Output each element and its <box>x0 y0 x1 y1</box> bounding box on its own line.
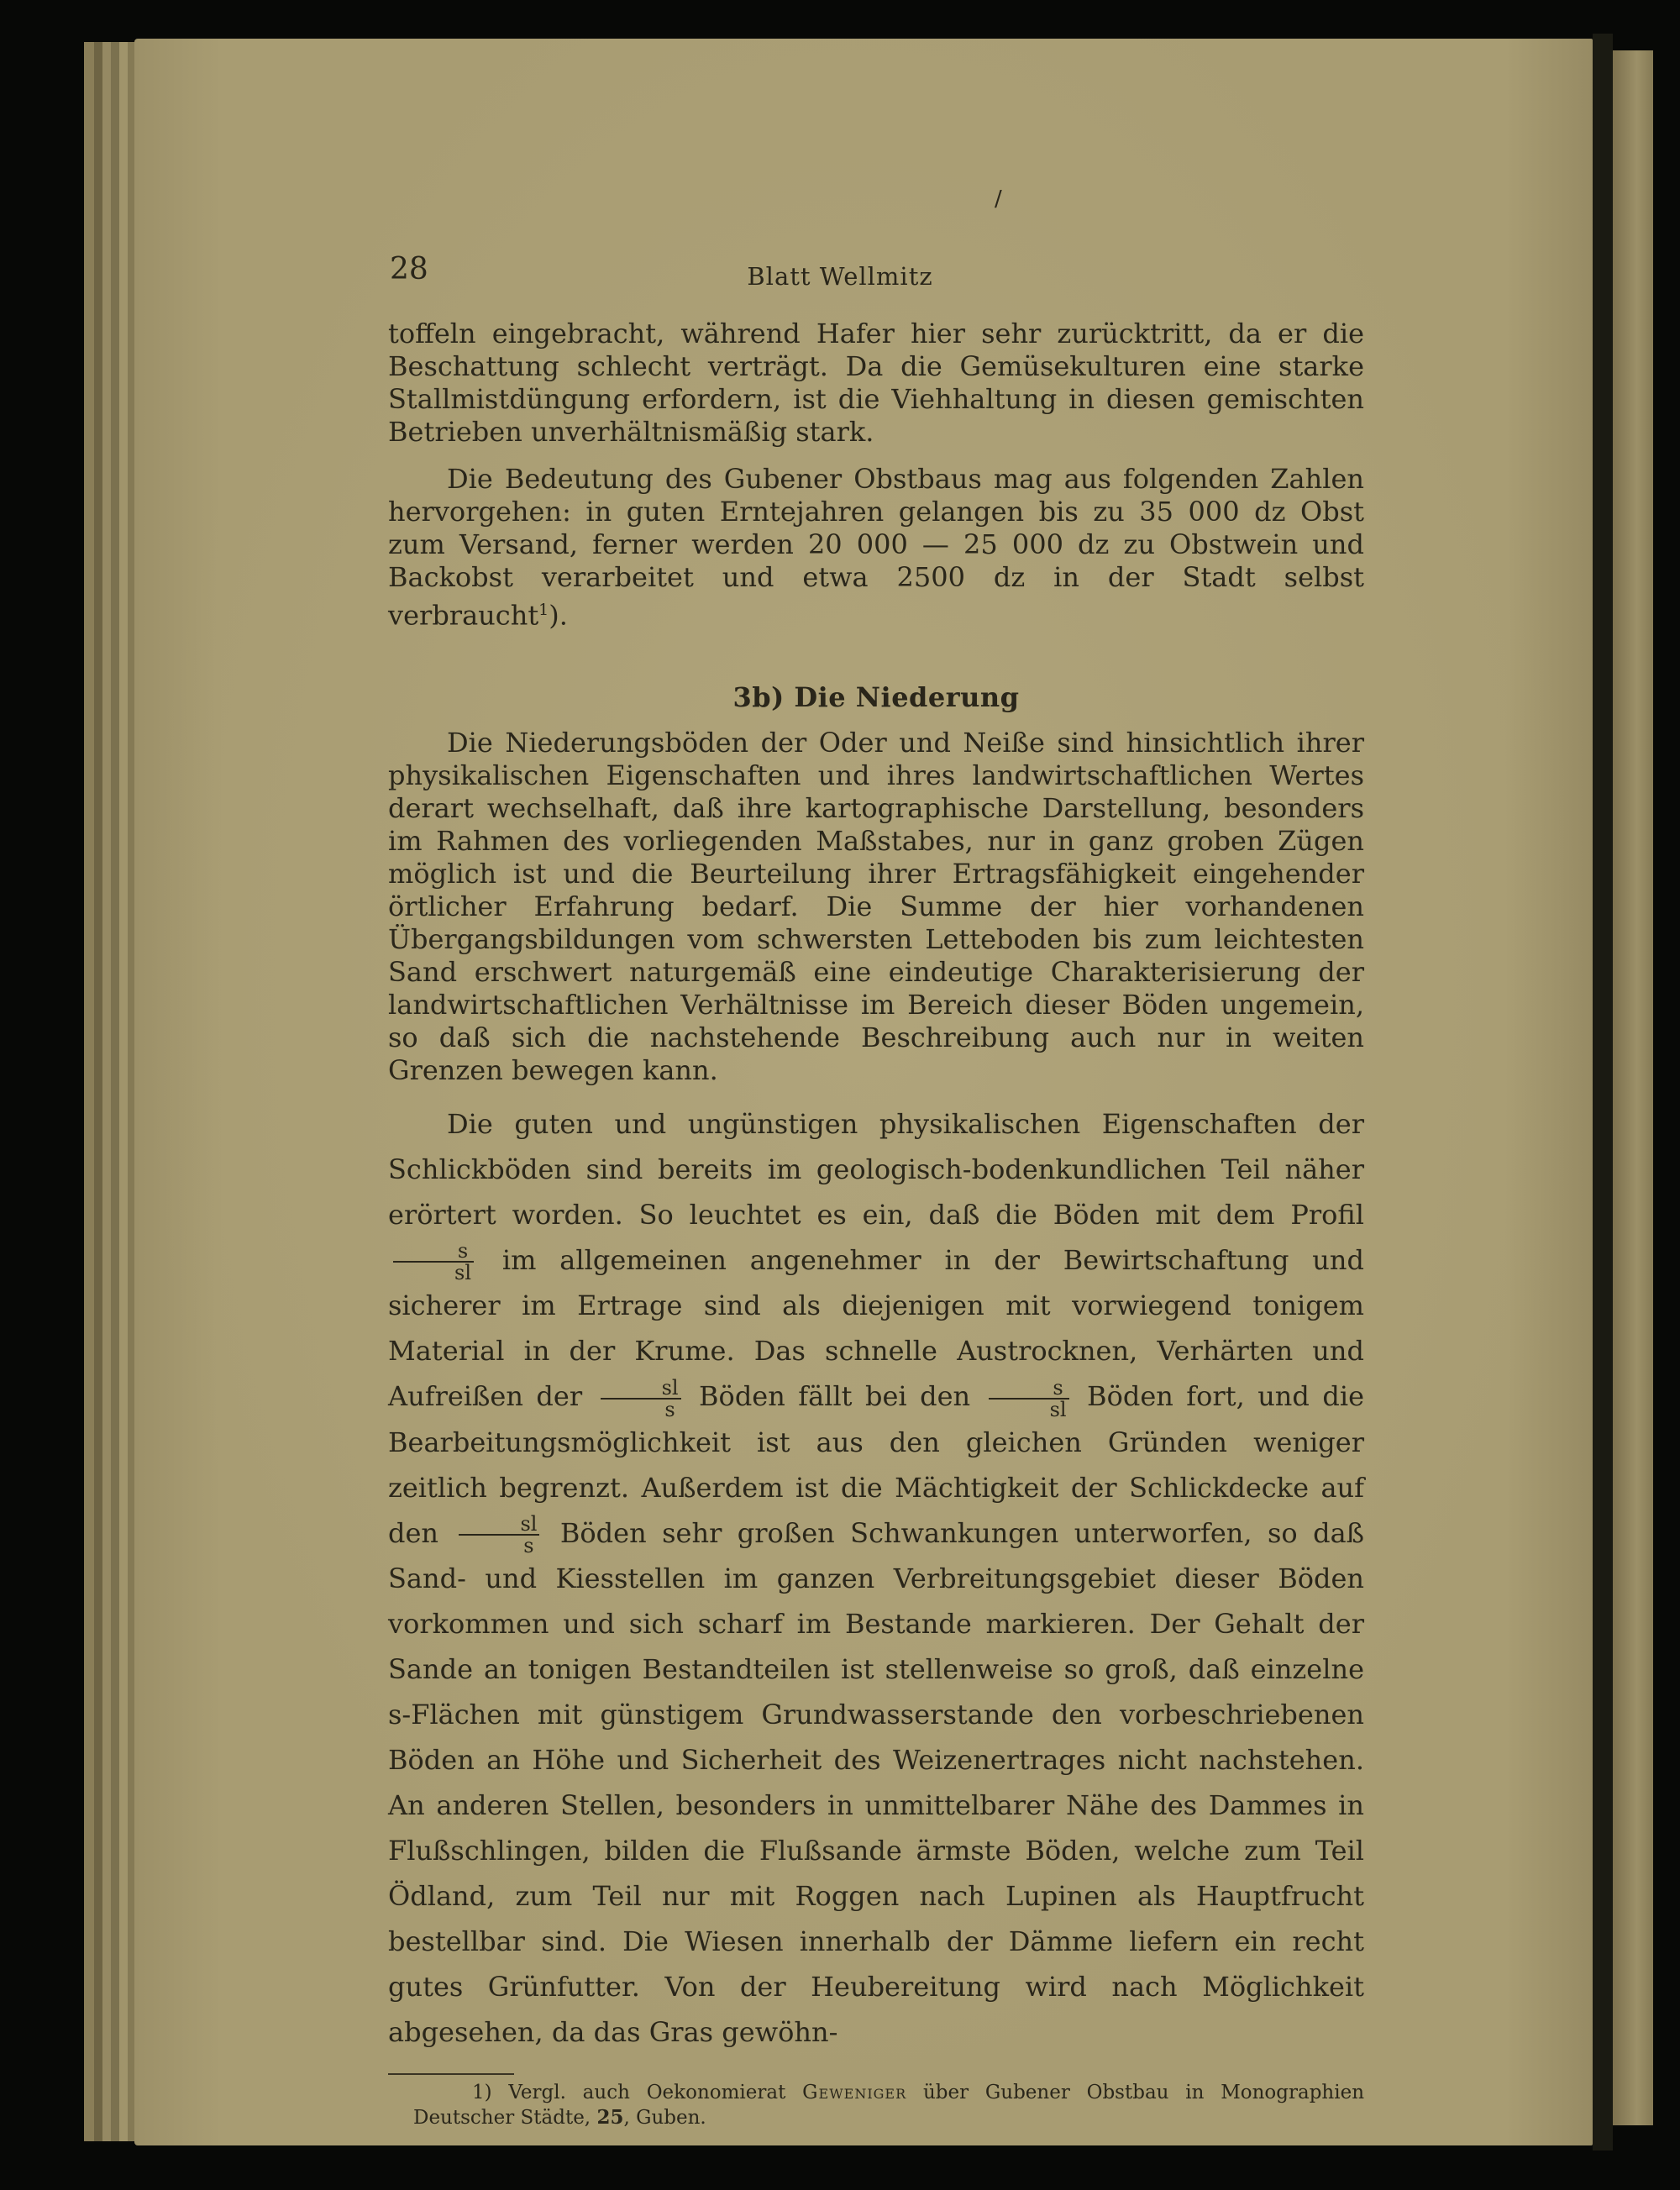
paragraph: Die Niederungsböden der Oder und Neiße sind hinsichtlich ihrer physikalischen Eigenschaften und ihres landwirtschaftlichen Wertes derart wechselhaft, daß ihre kartographische Darstellung, besonders im Rahmen des vorliegenden Maßstabes, nur in ganz groben Zügen möglich ist und die Beurteilung ihrer Ertragsfähigkeit eingehender örtlicher Erfahrung bedarf. Die Summe der hier vorhandenen Übergangsbildungen vom schwersten Letteboden bis zum leichtesten Sand erschwert naturgemäß eine eindeutige Charakterisierung der landwirtschaftlichen Verhältnisse im Bereich dieser Böden ungemein, so daß sich die nachstehende Beschreibung auch nur in weiten Grenzen bewegen kann. <box>388 726 1364 1086</box>
footnote-author: Geweniger <box>802 2082 907 2104</box>
paragraph <box>388 1101 1364 2056</box>
page-stack-edge <box>94 42 102 2141</box>
footnote-text: Vergl. auch Oekonomierat <box>508 2082 786 2104</box>
profile-fraction <box>989 1375 1069 1421</box>
page-stack-edge <box>111 42 119 2141</box>
page-stack-edge <box>128 42 134 2141</box>
paragraph-text-end: ). <box>549 599 568 632</box>
page-stack-edge <box>84 42 94 2141</box>
footnote-reference: 1 <box>538 601 549 619</box>
page-stack-edge <box>102 42 111 2141</box>
profile-fraction <box>459 1514 539 1556</box>
fraction-denominator: s <box>664 1397 675 1421</box>
page-stack-edge <box>119 42 128 2141</box>
fraction-numerator: sl <box>601 1378 681 1400</box>
footnote-text: über Gubener Obstbau in Monographien Deutscher Städte, <box>413 2082 1365 2130</box>
fraction-numerator: s <box>393 1241 474 1263</box>
paragraph-text: Böden fort, und die Bearbeitungsmöglichkeit ist aus den gleichen Gründen weniger zeitlich begrenzt. Außerdem ist die Mächtigkeit der Schlickdecke auf den <box>388 1380 1365 1549</box>
page-number: 28 <box>390 252 428 286</box>
running-head: Blatt Wellmitz <box>747 262 933 291</box>
footnote <box>388 2080 1364 2130</box>
paragraph <box>388 463 1364 633</box>
fraction-denominator: sl <box>454 1261 471 1285</box>
next-page-edge <box>1613 50 1653 2125</box>
footnote-marker: 1) <box>472 2082 492 2104</box>
profile-fraction <box>393 1241 474 1283</box>
paragraph-text: im allgemeinen angenehmer in der Bewirtschaftung und sicherer im Ertrage sind als diejenigen mit vorwiegend tonigem Material in der Krume. Das schnelle Austrocknen, Verhärten und Aufreißen der <box>388 1243 1365 1413</box>
fraction-numerator: s <box>989 1378 1069 1400</box>
paragraph-text: Die Bedeutung des Gubener Obstbaus mag aus folgenden Zahlen hervorgehen: in guten Erntejahren gelangen bis zu 35 000 dz Obst zum Versand, ferner werden 20 000 — 25 000 dz zu Obstwein und Backobst verarbeitet und etwa 2500 dz in der Stadt selbst verbraucht <box>388 463 1364 632</box>
footnote-volume: 25 <box>596 2106 624 2130</box>
binding-gutter <box>1593 34 1613 2151</box>
section-heading: 3b) Die Niederung <box>732 680 1020 713</box>
stray-mark: / <box>995 186 1002 212</box>
paragraph-text: Die guten und ungünstigen physikalischen Eigenschaften der Schlickböden sind bereits im geologisch-bodenkundlichen Teil näher erörtert worden. So leuchtet es ein, daß die Böden mit dem Profil <box>388 1107 1364 1231</box>
footnote-place: , Guben. <box>623 2107 706 2130</box>
paragraph: toffeln eingebracht, während Hafer hier sehr zurücktritt, da er die Beschattung schlecht verträgt. Da die Gemüsekulturen eine starke Stallmistdüngung erfordern, ist die Viehhaltung in diesen gemischten Betrieben unverhältnismäßig stark. <box>388 318 1364 448</box>
body-text <box>388 318 1364 2130</box>
footnote-divider <box>388 2073 514 2075</box>
paragraph-text: Böden fällt bei den <box>699 1380 971 1413</box>
fraction-denominator: sl <box>1049 1397 1067 1421</box>
fraction-denominator: s <box>523 1534 534 1558</box>
paragraph-text: Böden sehr großen Schwankungen unterworfen, so daß Sand- und Kiesstellen im ganzen Verbreitungsgebiet dieser Böden vorkommen und sich scharf im Bestande markieren. Der Gehalt der Sande an tonigen Bestandteilen ist stellenweise so groß, daß einzelne s-Flächen mit günstigem Grundwasserstande den vorbeschriebenen Böden an Höhe und Sicherheit des Weizenertrages nicht nachstehen. An anderen Stellen, besonders in unmittelbarer Nähe des Dammes in Flußschlingen, bilden die Flußsande ärmste Böden, welche zum Teil Ödland, zum Teil nur mit Roggen nach Lupinen als Hauptfrucht bestellbar sind. Die Wiesen innerhalb der Dämme liefern ein recht gutes Grünfutter. Von der Heubereitung wird nach Möglichkeit abgesehen, da das Gras gewöhn- <box>388 1516 1365 2049</box>
profile-fraction <box>601 1375 681 1421</box>
fraction-numerator: sl <box>459 1514 539 1536</box>
